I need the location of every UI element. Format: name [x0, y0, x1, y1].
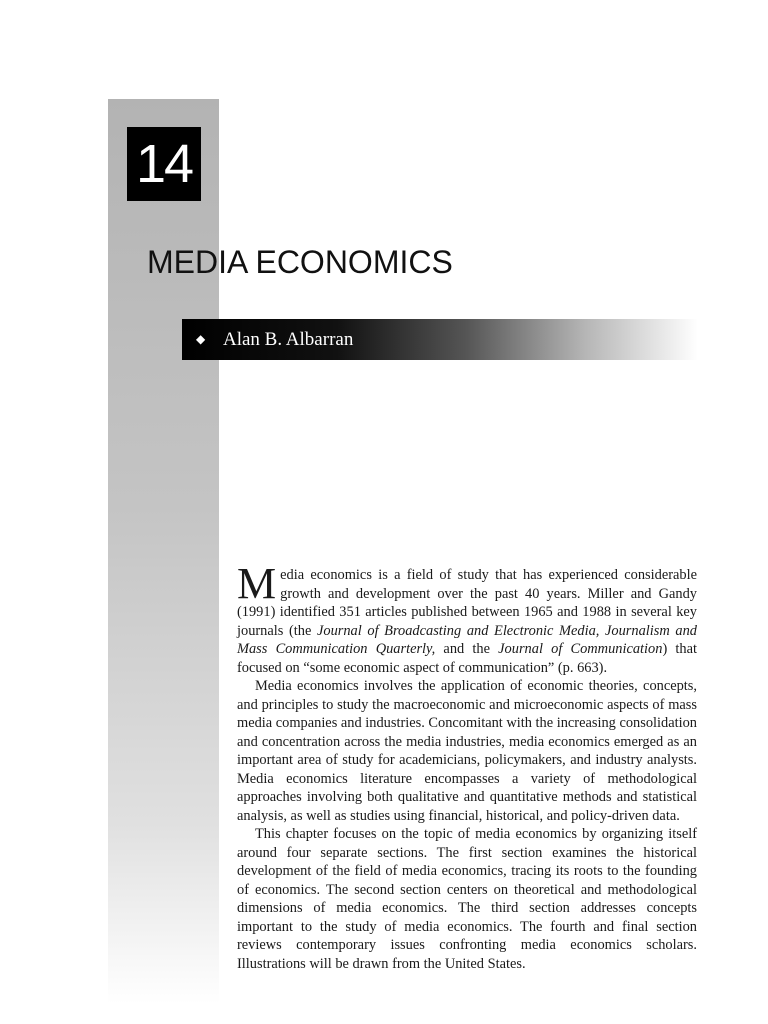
paragraph-1-text-b: and the — [435, 641, 499, 657]
journal-title-2: Journal of Communication — [498, 641, 663, 657]
author-name: Alan B. Albarran — [223, 329, 354, 350]
chapter-title: MEDIA ECONOMICS — [147, 244, 453, 280]
chapter-side-band — [108, 99, 219, 1004]
journal-titles-1: Journal of Broadcasting and Electronic Media, Journalism and Mass Communication Quarterly, — [237, 622, 697, 657]
drop-cap: M — [237, 559, 277, 608]
body-text — [237, 559, 698, 973]
paragraph-1-text-c: ) that focused on “some economic aspect of communication” (p. 663). — [237, 641, 697, 676]
diamond-bullet-icon: ◆ — [196, 332, 206, 346]
paragraph-1 — [237, 559, 697, 677]
paragraph-1-text-a: edia economics is a field of study that has experienced considerable growth and development over the past 40 years. Miller and Gandy (1991) identified 351 articles published between 1965 and 1988 in several key journals (the — [237, 567, 697, 639]
chapter-number: 14 — [135, 134, 193, 194]
paragraph-3: This chapter focuses on the topic of media economics by organizing itself around four separate sections. The first section examines the historical development of the field of media economics, tracing its roots to the founding of economics. The second section centers on theoretical and methodological dimensions of media economics. The third section addresses concepts important to the study of media economics. The fourth and final section reviews contemporary issues confronting media economics scholars. Illustrations will be drawn from the United States. — [237, 826, 697, 972]
paragraph-2: Media economics involves the application of economic theories, concepts, and principles to study the macroeconomic and microeconomic aspects of mass media companies and industries. Concomitant with the increasing consolidation and concentration across the media industries, media economics emerged as an important area of study for academicians, policymakers, and industry analysts. Media economics literature encompasses a variety of methodological approaches involving both qualitative and quantitative methods and statistical analysis, as well as studies using financial, historical, and policy-driven data. — [237, 678, 698, 824]
author-bar — [182, 319, 698, 360]
chapter-number-box — [127, 127, 201, 201]
